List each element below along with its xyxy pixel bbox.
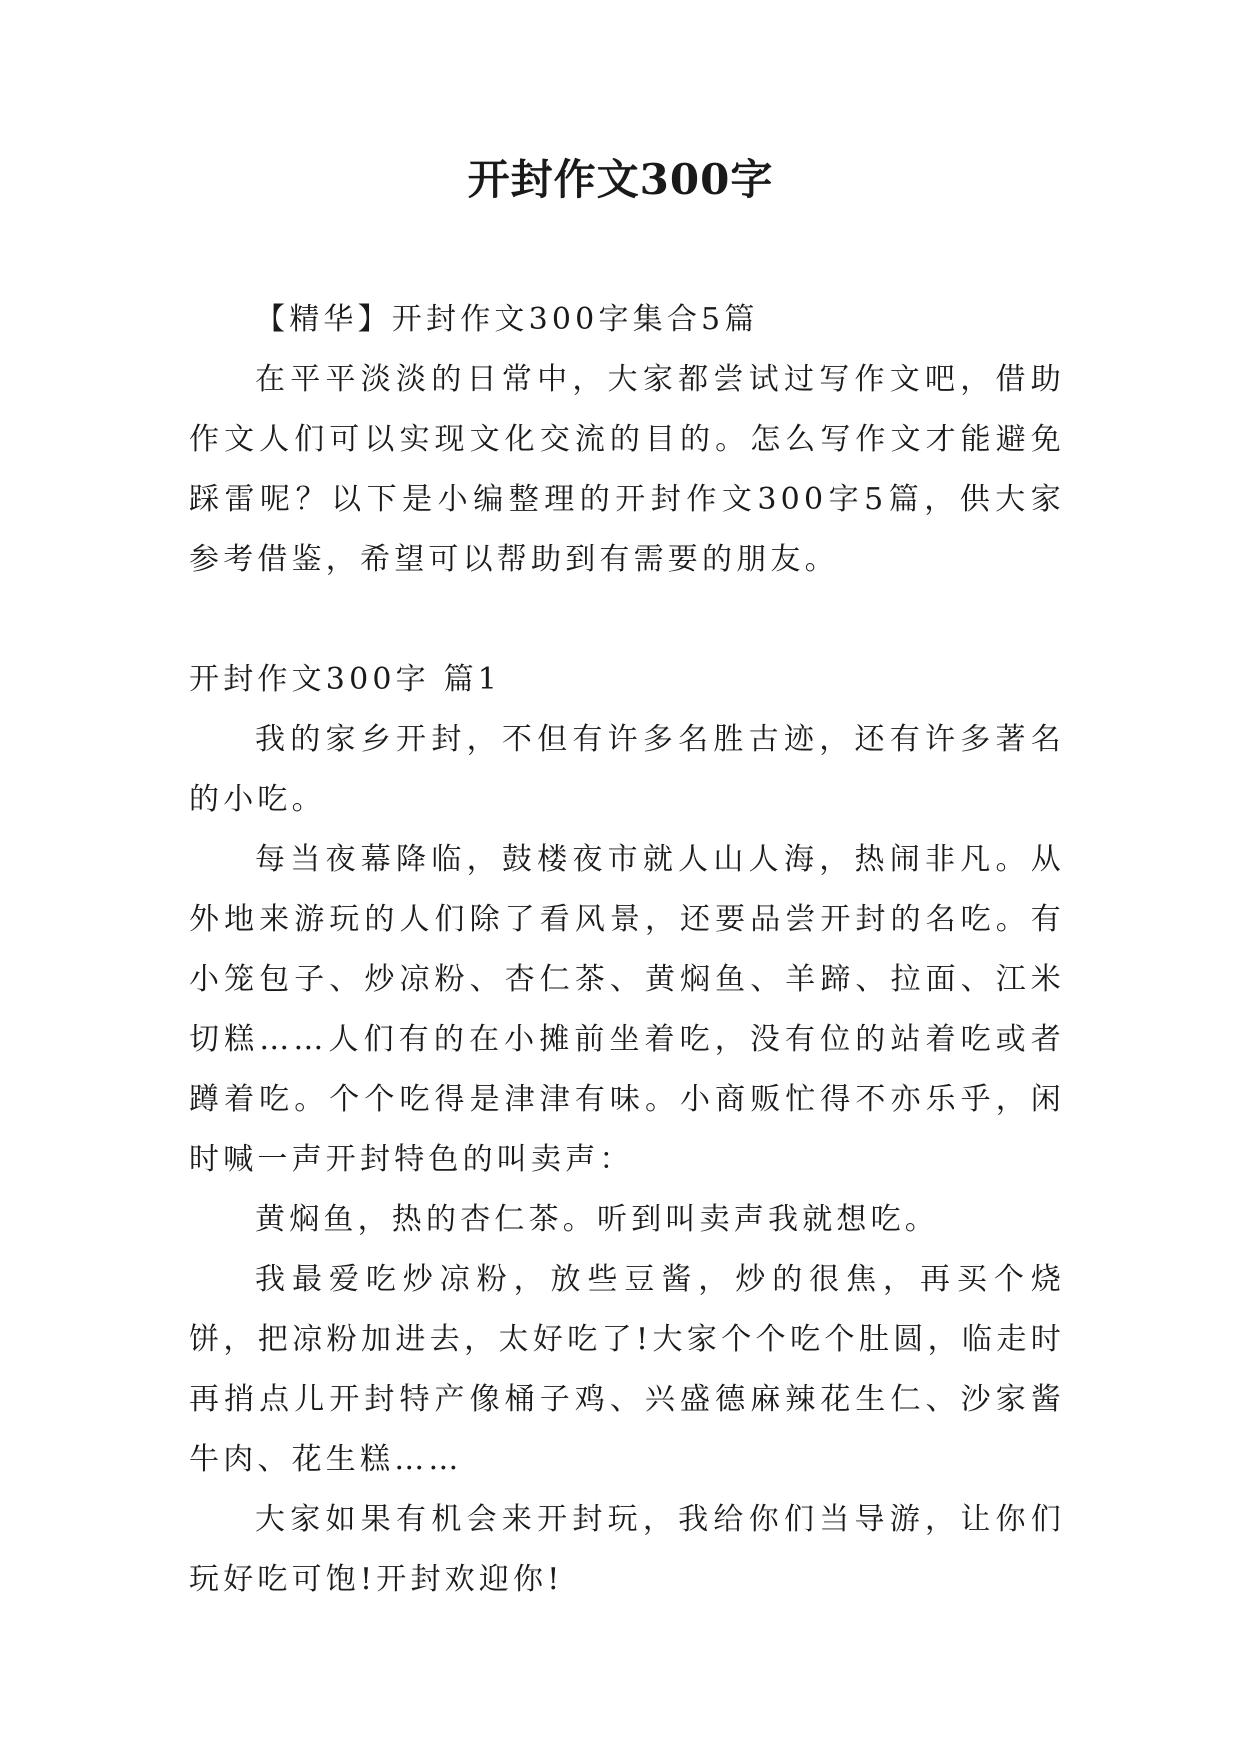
intro-subtitle: 【精华】开封作文300字集合5篇 [255,302,759,337]
section-heading: 开封作文300字 篇1 [189,662,502,697]
essay-paragraph: 我的家乡开封，不但有许多名胜古迹，还有许多著名的小吃。 [189,722,1065,817]
section-spacer [189,590,1065,650]
essay-paragraph: 大家如果有机会来开封玩，我给你们当导游，让你们玩好吃可饱!开封欢迎你! [189,1502,1065,1597]
essay-paragraph: 每当夜幕降临，鼓楼夜市就人山人海，热闹非凡。从外地来游玩的人们除了看风景，还要品尝开封的名吃。有小笼包子、炒凉粉、杏仁茶、黄焖鱼、羊蹄、拉面、江米切糕……人们有的在小摊前坐着吃，没有位的站着吃或者蹲着吃。个个吃得是津津有味。小商贩忙得不亦乐乎，闲时喊一声开封特色的叫卖声： [189,842,1065,1177]
intro-paragraph: 在平平淡淡的日常中，大家都尝试过写作文吧，借助作文人们可以实现文化交流的目的。怎么写作文才能避免踩雷呢？以下是小编整理的开封作文300字5篇，供大家参考借鉴，希望可以帮助到有需要的朋友。 [189,362,1065,577]
essay-paragraph: 黄焖鱼，热的杏仁茶。听到叫卖声我就想吃。 [255,1202,939,1237]
document-body [189,290,1065,1610]
page-title: 开封作文300字 [467,155,774,204]
essay-paragraph: 我最爱吃炒凉粉，放些豆酱，炒的很焦，再买个烧饼，把凉粉加进去，太好吃了!大家个个吃个肚圆，临走时再捎点儿开封特产像桶子鸡、兴盛德麻辣花生仁、沙家酱牛肉、花生糕…… [189,1262,1065,1477]
